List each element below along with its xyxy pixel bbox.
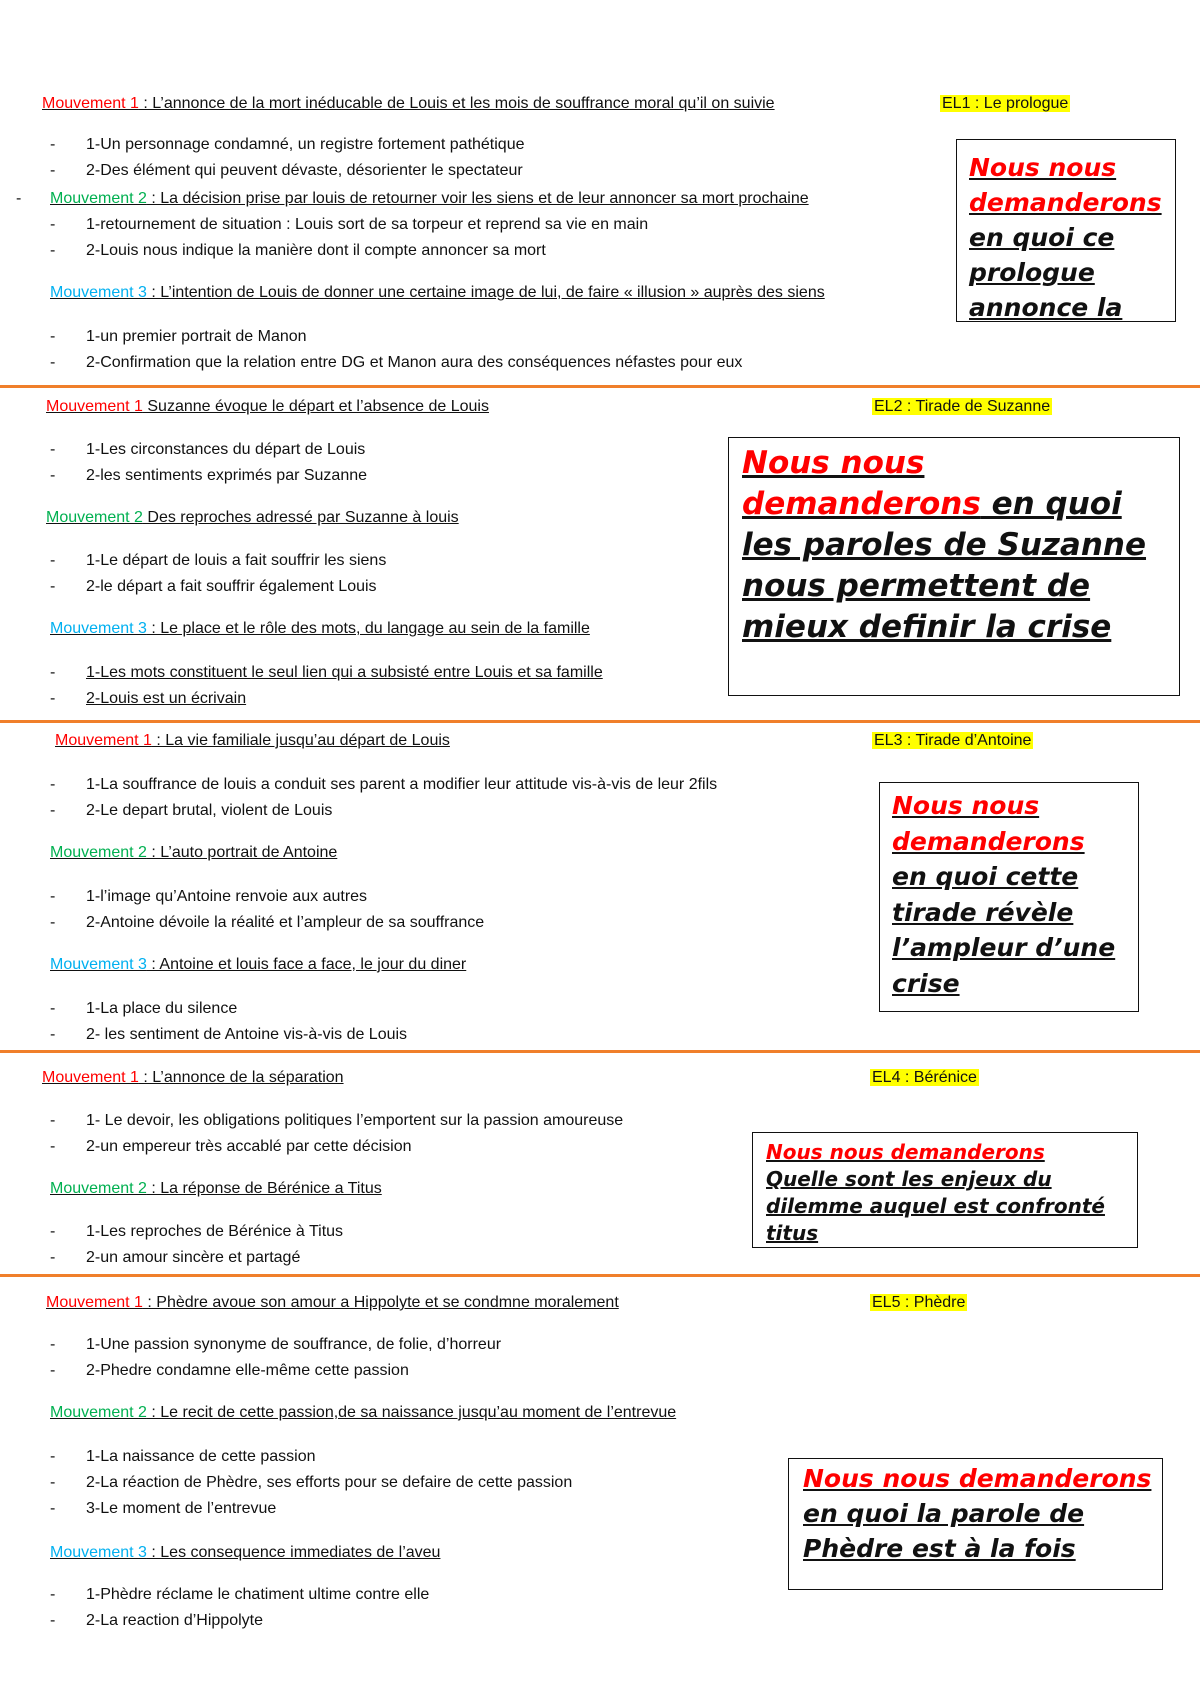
el2-m1-item-2: 2-les sentiments exprimés par Suzanne: [86, 467, 368, 484]
el5-m2-item-2: 2-La réaction de Phèdre, ses efforts pour se defaire de cette passion: [86, 1474, 573, 1491]
bullet: -: [50, 216, 56, 233]
el4-mouvement-1-heading: Mouvement 1 : L’annonce de la séparation: [42, 1069, 344, 1086]
bullet: -: [50, 242, 56, 259]
bullet: -: [50, 578, 56, 595]
el1-m3-item-1: 1-un premier portrait de Manon: [86, 328, 307, 345]
el1-m1-item-2: 2-Des élément qui peuvent dévaste, désorienter le spectateur: [86, 162, 523, 179]
el3-mouvement-3-heading: Mouvement 3 : Antoine et louis face a face, le jour du diner: [50, 956, 467, 973]
bullet: -: [50, 888, 56, 905]
bullet: -: [50, 328, 56, 345]
bullet: -: [50, 441, 56, 458]
bullet: -: [50, 802, 56, 819]
el1-m3-item-2: 2-Confirmation que la relation entre DG et Manon aura des conséquences néfastes pour eux: [86, 354, 743, 371]
el2-mouvement-3-heading: Mouvement 3 : Le place et le rôle des mots, du langage au sein de la famille: [50, 620, 590, 637]
el4-question-text: Nous nous demanderons Quelle sont les enjeux du dilemme auquel est confronté titus: [766, 1140, 1105, 1245]
bullet: -: [50, 914, 56, 931]
el5-question-box: [788, 1458, 1163, 1590]
el5-m2-item-3: 3-Le moment de l’entrevue: [86, 1500, 277, 1517]
el2-m1-item-1: 1-Les circonstances du départ de Louis: [86, 441, 366, 458]
bullet: -: [50, 1112, 56, 1129]
bullet: -: [50, 552, 56, 569]
el1-m1-item-1: 1-Un personnage condamné, un registre fortement pathétique: [86, 136, 525, 153]
bullet: -: [50, 136, 56, 153]
el5-m3-item-1: 1-Phèdre réclame le chatiment ultime contre elle: [86, 1586, 430, 1603]
el1-mouvement-2-heading: Mouvement 2 : La décision prise par louis de retourner voir les siens et de leur annoncer sa mort prochaine: [50, 190, 809, 207]
el4-m2-item-2: 2-un amour sincère et partagé: [86, 1249, 301, 1266]
el5-m1-item-1: 1-Une passion synonyme de souffrance, de folie, d’horreur: [86, 1336, 502, 1353]
bullet: -: [50, 1474, 56, 1491]
section-divider: [0, 1050, 1200, 1053]
bullet: -: [50, 1362, 56, 1379]
bullet: -: [50, 690, 56, 707]
el3-m1-item-1: 1-La souffrance de louis a conduit ses parent a modifier leur attitude vis-à-vis de leur 2fils: [86, 776, 718, 793]
el5-m3-item-2: 2-La reaction d’Hippolyte: [86, 1612, 263, 1629]
bullet: -: [50, 1586, 56, 1603]
bullet: -: [50, 1026, 56, 1043]
el3-mouvement-2-heading: Mouvement 2 : L’auto portrait de Antoine: [50, 844, 338, 861]
el3-m2-item-1: 1-l’image qu’Antoine renvoie aux autres: [86, 888, 368, 905]
el3-question-text: Nous nous demanderons en quoi cette tirade révèle l’ampleur d’une crise: [892, 791, 1116, 998]
el2-question-box: [728, 437, 1180, 696]
el2-m2-item-2: 2-le départ a fait souffrir également Louis: [86, 578, 377, 595]
section-divider: [0, 720, 1200, 723]
el5-m2-item-1: 1-La naissance de cette passion: [86, 1448, 316, 1465]
bullet: -: [50, 467, 56, 484]
bullet: -: [50, 664, 56, 681]
el3-m1-item-2: 2-Le depart brutal, violent de Louis: [86, 802, 333, 819]
bullet: -: [50, 1500, 56, 1517]
bullet: -: [50, 1000, 56, 1017]
bullet: -: [50, 1223, 56, 1240]
el2-m3-item-1: 1-Les mots constituent le seul lien qui a subsisté entre Louis et sa famille: [86, 664, 603, 681]
el4-m1-item-2: 2-un empereur très accablé par cette décision: [86, 1138, 412, 1155]
el5-mouvement-3-heading: Mouvement 3 : Les consequence immediates de l’aveu: [50, 1544, 441, 1561]
el1-m2-item-1: 1-retournement de situation : Louis sort de sa torpeur et reprend sa vie en main: [86, 216, 649, 233]
el3-m3-item-1: 1-La place du silence: [86, 1000, 238, 1017]
bullet: -: [50, 1138, 56, 1155]
bullet: -: [16, 190, 22, 207]
el1-mouvement-1-heading: Mouvement 1 : L’annonce de la mort inéducable de Louis et les mois de souffrance moral qu’il on suivie: [42, 95, 775, 112]
el2-mouvement-2-heading: Mouvement 2 Des reproches adressé par Suzanne à louis: [46, 509, 459, 526]
el3-m2-item-2: 2-Antoine dévoile la réalité et l’ampleur de sa souffrance: [86, 914, 485, 931]
el3-label: EL3 : Tirade d’Antoine: [874, 732, 1032, 749]
el1-m2-item-2: 2-Louis nous indique la manière dont il compte annoncer sa mort: [86, 242, 546, 259]
el4-question-box: [752, 1132, 1138, 1248]
el1-label: EL1 : Le prologue: [942, 95, 1069, 112]
el1-question-box: [956, 139, 1176, 322]
el3-question-box: [879, 782, 1139, 1012]
el5-mouvement-2-heading: Mouvement 2 : Le recit de cette passion,de sa naissance jusqu’au moment de l’entrevue: [50, 1404, 677, 1421]
el4-label: EL4 : Bérénice: [872, 1069, 977, 1086]
bullet: -: [50, 1336, 56, 1353]
el5-mouvement-1-heading: Mouvement 1 : Phèdre avoue son amour a Hippolyte et se condmne moralement: [46, 1294, 619, 1311]
bullet: -: [50, 776, 56, 793]
bullet: -: [50, 162, 56, 179]
el1-question-text: Nous nous demanderons en quoi ce prologue annonce la: [969, 153, 1162, 322]
el4-mouvement-2-heading: Mouvement 2 : La réponse de Bérénice a Titus: [50, 1180, 382, 1197]
el4-m1-item-1: 1- Le devoir, les obligations politiques l’emportent sur la passion amoureuse: [86, 1112, 624, 1129]
el3-mouvement-1-heading: Mouvement 1 : La vie familiale jusqu’au départ de Louis: [55, 732, 450, 749]
el2-label: EL2 : Tirade de Suzanne: [874, 398, 1051, 415]
el2-question-text: Nous nous demanderons en quoi les paroles de Suzanne nous permettent de mieux definir la crise: [742, 445, 1147, 645]
el4-m2-item-1: 1-Les reproches de Bérénice à Titus: [86, 1223, 344, 1240]
section-divider: [0, 385, 1200, 388]
el2-mouvement-1-heading: Mouvement 1 Suzanne évoque le départ et l’absence de Louis: [46, 398, 489, 415]
el3-m3-item-2: 2- les sentiment de Antoine vis-à-vis de Louis: [86, 1026, 408, 1043]
el1-mouvement-3-heading: Mouvement 3 : L’intention de Louis de donner une certaine image de lui, de faire « illusion » auprès des siens: [50, 284, 825, 301]
bullet: -: [50, 1249, 56, 1266]
el2-m3-item-2: 2-Louis est un écrivain: [86, 690, 247, 707]
bullet: -: [50, 1448, 56, 1465]
el5-label: EL5 : Phèdre: [872, 1294, 966, 1311]
el5-m1-item-2: 2-Phedre condamne elle-même cette passion: [86, 1362, 409, 1379]
bullet: -: [50, 1612, 56, 1629]
el5-question-text: Nous nous demanderons en quoi la parole de Phèdre est à la fois: [803, 1464, 1152, 1563]
section-divider: [0, 1274, 1200, 1277]
el2-m2-item-1: 1-Le départ de louis a fait souffrir les siens: [86, 552, 387, 569]
bullet: -: [50, 354, 56, 371]
